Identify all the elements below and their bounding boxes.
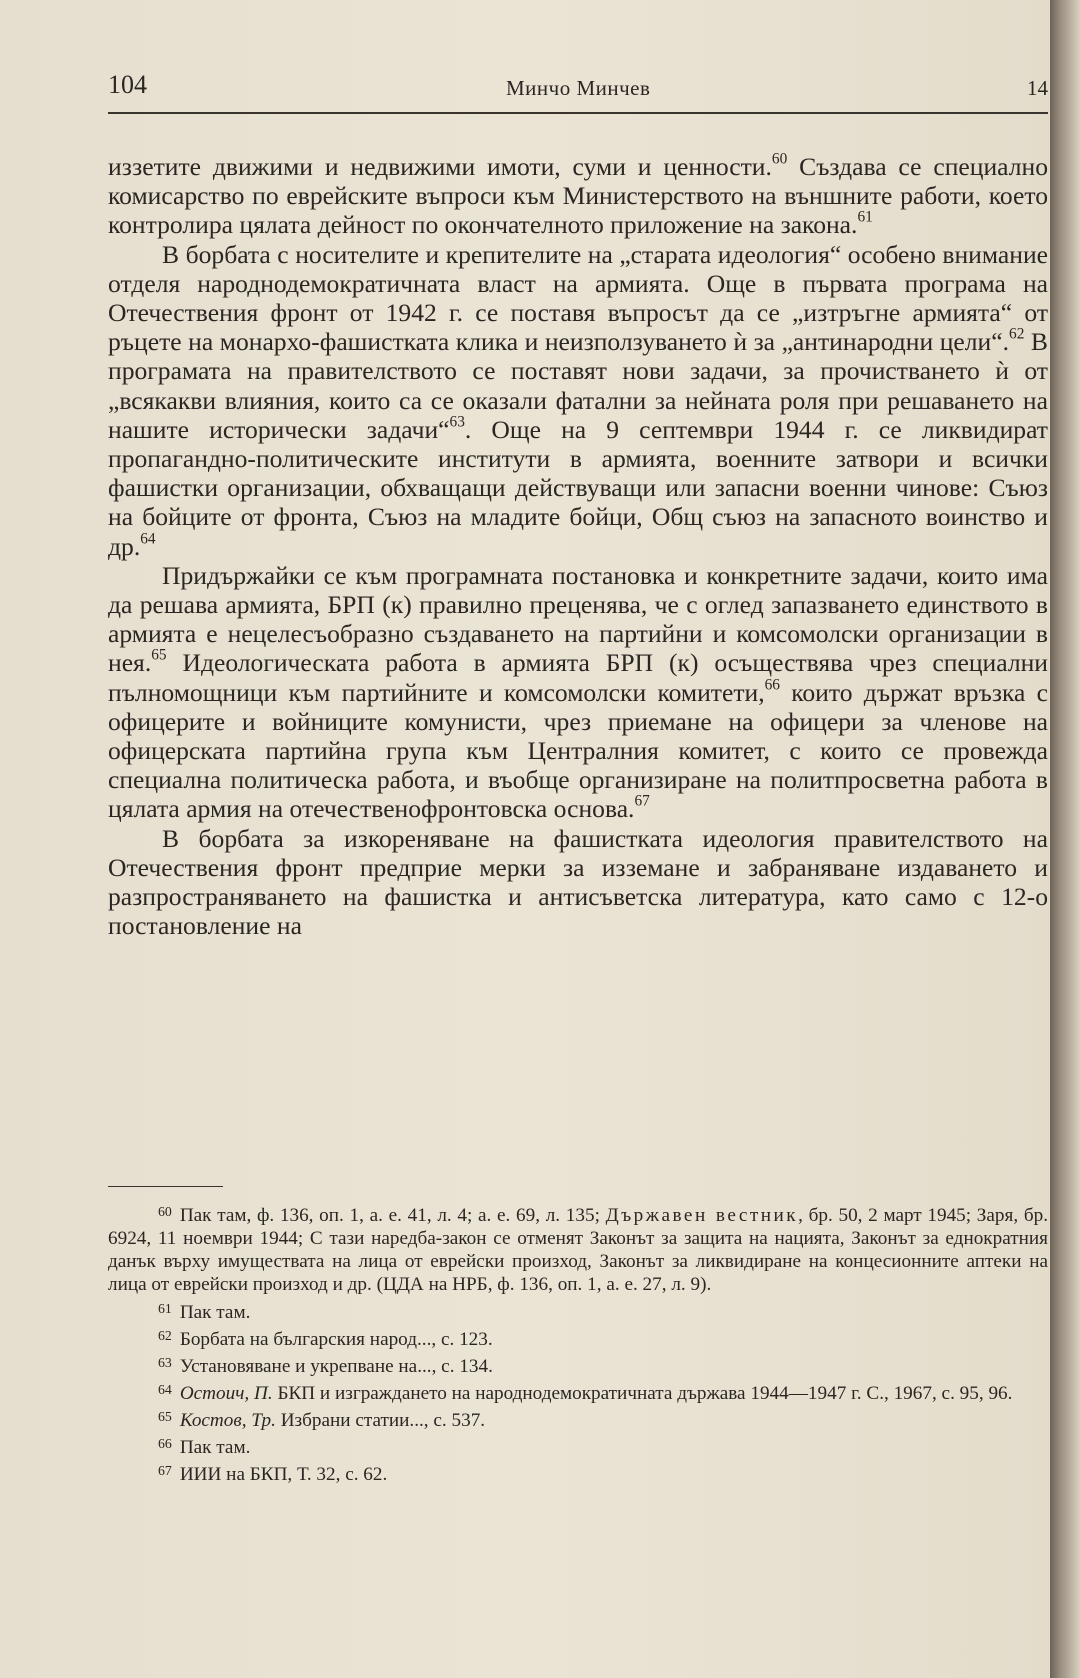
header-rule xyxy=(108,112,1048,114)
footnote-ref: 62 xyxy=(1009,325,1025,343)
footnote-63: $^{63}$ Установяване и укрепване на..., с. 134. xyxy=(158,1354,493,1377)
book-spine-shadow xyxy=(1050,0,1080,1678)
paragraph-1: иззетите движими и недвижими имоти, суми и ценности.$^{60}$ Създава се специално комисарство по еврейските въпроси към Министерството на външните работи, което контролира цялата дейност по окончателното приложение на закона.$^{61}$ xyxy=(108,150,1048,240)
footnote-ref: 65 xyxy=(151,646,167,664)
main-text xyxy=(108,152,1048,940)
paragraph-4: В борбата за изкореняване на фашистката идеология правителството на Отечествения фронт предприе мерки за изземане и забраняване издаването и разпространяването на фашистка и антисъветска литература, като само с 12-о постановление на xyxy=(108,823,1048,941)
paragraph-2: В борбата с носителите и крепителите на „старата идеология“ особено внимание отделя народнодемократичната власт на армията. Още в първата програма на Отечествения фронт от 1942 г. се поставя въпросът да се „изтръгне армията“ от ръцете на монархо-фашистката клика и неизползуването ѝ за „антинародни цели“.$^{62}$ В програмата на правителството се поставят нови задачи, за прочистването ѝ от „всякакви влияния, които са се оказали фатални за нейната роля при решаването на нашите исторически задачи“$^{63}$. Още на 9 септември 1944 г. се ликвидират пропагандно-политическите институти в армията, военните затвори и всички фашистки организации, обхващащи действуващи или запасни военни чинове: Съюз на бойците от фронта, Съюз на младите бойци, Общ съюз на запасното воинство и др.$^{64}$ xyxy=(108,239,1048,561)
footnote-ref: 63 xyxy=(449,413,465,431)
facing-page-number: 14 xyxy=(1027,76,1048,100)
footnote-60: $^{60}$ Пак там, ф. 136, оп. 1, а. е. 41, л. 4; а. е. 69, л. 135; Държавен вестник, бр. 50, 2 март 1945; Заря, бр. 6924, 11 ноември 1944; С тази наредба-закон се отменят Законът за защита на нацията, Законът за еднократния данък върху имуществата на лица от еврейски произход, Законът за ликвидиране на концесионните аптеки на лица от еврейски произход и др. (ЦДА на НРБ, ф. 136, оп. 1, а. е. 27, л. 9). xyxy=(108,1204,1048,1296)
footnote-ref: 60 xyxy=(771,150,788,168)
footnote-65: $^{65}$ Костов, Тр. Избрани статии..., с. 537. xyxy=(158,1408,486,1431)
footnote-ref: 61 xyxy=(857,208,873,226)
footnote-ref: 67 xyxy=(634,792,650,810)
footnote-ref: 64 xyxy=(140,530,156,548)
footnote-64: $^{64}$ Остоич, П. БКП и изграждането на народнодемократичната държава 1944—1947 г. С., 1967, с. 95, 96. xyxy=(158,1381,1013,1404)
footnote-66: $^{66}$ Пак там. xyxy=(158,1435,251,1458)
running-head: Минчо Минчев xyxy=(506,76,651,100)
page-number: 104 xyxy=(108,70,147,99)
paragraph-3: Придържайки се към програмната постановка и конкретните задачи, които има да решава армията, БРП (к) правилно преценява, че с оглед запазването единството в армията е нецелесъобразно създаването на партийни и комсомолски организации в нея.$^{65}$ Идеологическата работа в армията БРП (к) осъществява чрез специални пълномощници към партийните и комсомолски комитети,$^{66}$ които държат връзка с офицерите и войниците комунисти, чрез приемане на офицери за членове на офицерската партийна група към Централния комитет, с които се провежда специална политическа работа, и въобще организиране на политпросветна работа в цялата армия на отечественофронтовска основа.$^{67}$ xyxy=(108,560,1048,824)
footnote-rule xyxy=(108,1186,223,1187)
footnote-61: $^{61}$ Пак там. xyxy=(158,1300,251,1323)
page-header xyxy=(108,64,1048,104)
footnote-62: $^{62}$ Борбата на българския народ..., с. 123. xyxy=(158,1327,493,1350)
footnote-67: $^{67}$ ИИИ на БКП, Т. 32, с. 62. xyxy=(158,1462,388,1485)
footnote-ref: 66 xyxy=(764,676,780,694)
footnotes xyxy=(108,1200,1048,1486)
